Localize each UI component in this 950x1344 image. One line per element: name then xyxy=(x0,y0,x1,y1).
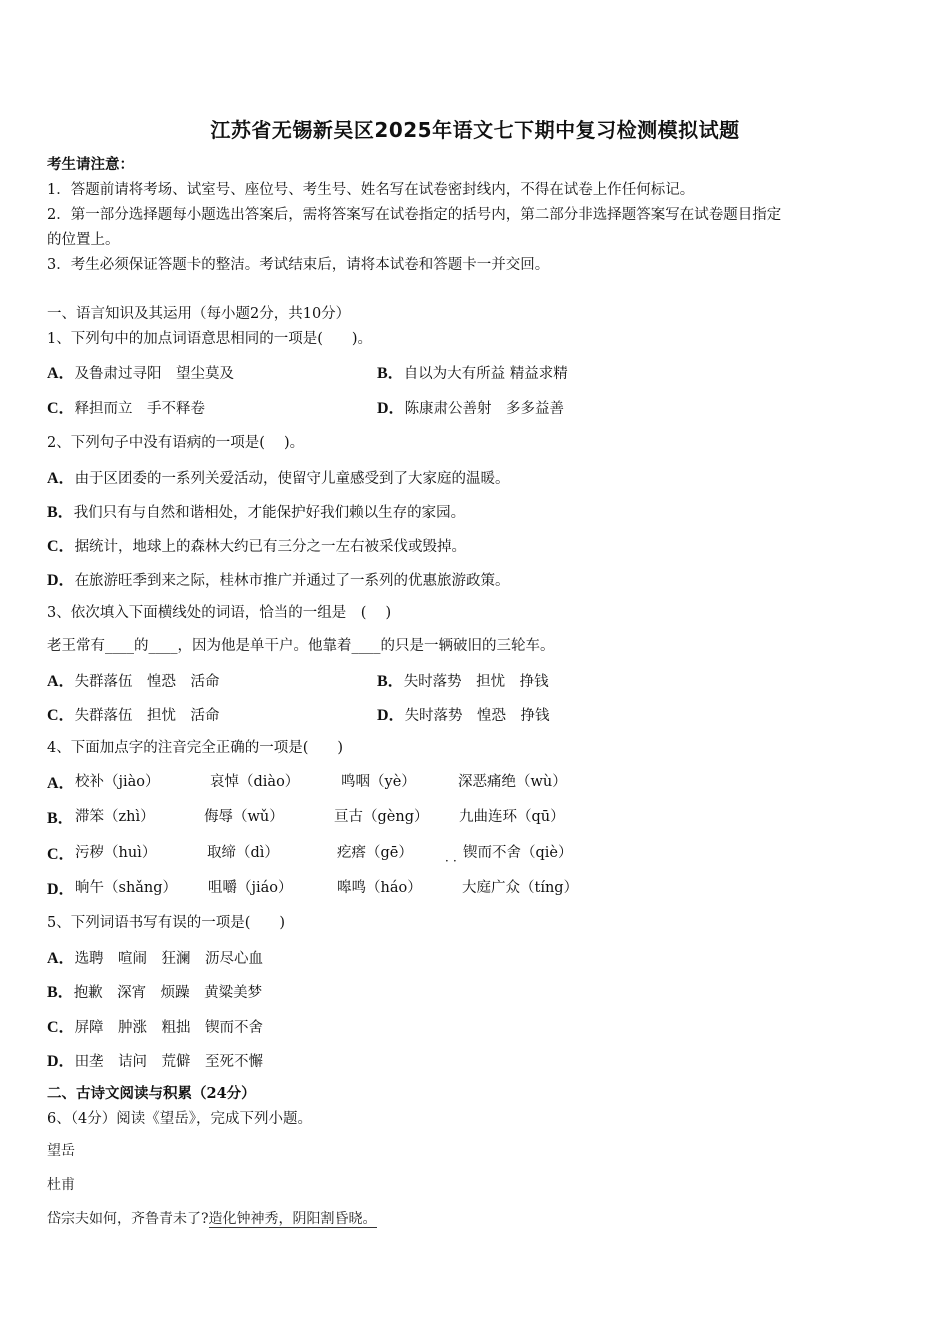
q5-option-c xyxy=(47,1014,263,1037)
q4-a-word-2: 哀悼（diào） xyxy=(210,774,300,790)
q4-b-word-4: 九曲连环（qū） xyxy=(459,809,565,825)
option-label: A． xyxy=(47,365,75,382)
poem-line-1-second-half: 造化钟神秀，阴阳割昏晓。 xyxy=(208,1211,377,1227)
q2-option-a xyxy=(47,465,510,488)
q4-a-word-4: 深恶痛绝（wù） xyxy=(458,774,567,790)
option-label: C． xyxy=(47,538,75,555)
q5-option-a xyxy=(47,945,263,968)
section-1-heading: 一、语言知识及其运用（每小题2分，共10分） xyxy=(47,306,351,322)
option-label: A． xyxy=(47,673,75,690)
section-2-heading: 二、古诗文阅读与积累（24分） xyxy=(47,1085,256,1102)
q3-option-b xyxy=(377,668,549,691)
q4-d-word-4: 大庭广众（tíng） xyxy=(462,880,579,896)
q3-option-d xyxy=(377,702,550,725)
poem-line-1-first-half: 岱宗夫如何，齐鲁青未了? xyxy=(47,1211,209,1227)
q4-b-word-2: 侮辱（wǔ） xyxy=(204,809,284,825)
poem-title: 望岳 xyxy=(47,1143,75,1159)
notice-line-2-cont: 的位置上。 xyxy=(47,232,120,248)
q4-a-word-1: 校补（jiào） xyxy=(75,774,160,790)
q4-c-word-3: 疙瘩（gē） xyxy=(337,845,413,861)
option-text: 选聘 喧闹 狂澜 沥尽心血 xyxy=(74,951,264,967)
option-label: C． xyxy=(47,400,75,417)
q4-b-word-3: 亘古（gèng） xyxy=(334,809,429,825)
q3-option-a xyxy=(47,668,220,691)
q2-option-c xyxy=(47,533,466,556)
option-text: 自以为大有所益 精益求精 xyxy=(403,366,568,382)
option-text: 释担而立 手不释卷 xyxy=(74,401,206,417)
poem-author: 杜甫 xyxy=(47,1177,75,1193)
option-label: B． xyxy=(377,673,404,690)
notice-line-3: 3．考生必须保证答题卡的整洁。考试结束后，请将本试卷和答题卡一并交回。 xyxy=(47,257,550,273)
q1-option-b xyxy=(377,360,568,383)
option-label: D． xyxy=(377,707,405,724)
option-text: 抱歉 深宵 烦躁 黄粱美梦 xyxy=(73,985,263,1001)
q5-stem: 5、下列词语书写有误的一项是( ) xyxy=(47,915,286,931)
q4-d-word-2: 咀嚼（jiáo） xyxy=(208,880,293,896)
q4-c-word-4: 锲而不舍（qiè） xyxy=(463,845,573,861)
notice-line-2: 2．第一部分选择题每小题选出答案后，需将答案写在试卷指定的括号内，第二部分非选择题答案写在试卷题目指定 xyxy=(47,207,782,223)
q3-sentence: 老王常有____的____，因为他是单干户。他靠着____的只是一辆破旧的三轮车。 xyxy=(47,638,555,654)
option-label: B． xyxy=(377,365,404,382)
option-text: 田垄 诘问 荒僻 至死不懈 xyxy=(74,1054,264,1070)
q1-option-c xyxy=(47,395,205,418)
q5-option-b xyxy=(47,979,262,1002)
q4-c-word-1: 污秽（huì） xyxy=(75,845,157,861)
option-text: 在旅游旺季到来之际，桂林市推广并通过了一系列的优惠旅游政策。 xyxy=(74,573,510,589)
notice-heading: 考生请注意： xyxy=(47,156,134,173)
q4-d-word-3: 嗥鸣（háo） xyxy=(337,880,422,896)
q3-stem: 3、依次填入下面横线处的词语，恰当的一组是 ( ) xyxy=(47,605,392,621)
q1-stem: 1、下列句中的加点词语意思相同的一项是( )。 xyxy=(47,331,373,347)
q4-option-b-label: B． xyxy=(47,810,74,827)
option-text: 失群落伍 担忧 活命 xyxy=(74,708,220,724)
q4-option-c-label: C． xyxy=(47,846,75,863)
option-label: C． xyxy=(47,1019,75,1036)
option-label: A． xyxy=(47,470,75,487)
option-text: 屏障 肿涨 粗拙 锲而不舍 xyxy=(74,1020,264,1036)
page-title: 江苏省无锡新吴区2025年语文七下期中复习检测模拟试题 xyxy=(210,118,740,142)
q4-c-word-2: 取缔（dì） xyxy=(207,845,279,861)
emphasis-dots: ．． xyxy=(445,850,468,864)
q4-option-a-label: A． xyxy=(47,775,75,792)
option-text: 据统计，地球上的森林大约已有三分之一左右被采伐或毁掉。 xyxy=(74,539,467,555)
option-text: 陈康肃公善射 多多益善 xyxy=(404,401,565,417)
option-label: D． xyxy=(377,400,405,417)
option-text: 失时落势 惶恐 挣钱 xyxy=(404,708,550,724)
q4-b-word-1: 滞笨（zhì） xyxy=(75,809,155,825)
notice-line-1: 1．答题前请将考场、试室号、座位号、考生号、姓名写在试卷密封线内，不得在试卷上作任何标记。 xyxy=(47,182,695,198)
q4-a-word-3: 鸣咽（yè） xyxy=(341,774,416,790)
option-label: C． xyxy=(47,707,75,724)
option-text: 由于区团委的一系列关爱活动，使留守儿童感受到了大家庭的温暖。 xyxy=(74,471,510,487)
q2-option-d xyxy=(47,567,510,590)
option-text: 及鲁肃过寻阳 望尘莫及 xyxy=(74,366,235,382)
option-text: 我们只有与自然和谐相处，才能保护好我们赖以生存的家园。 xyxy=(73,505,466,521)
q4-option-d-label: D． xyxy=(47,881,75,898)
option-label: D． xyxy=(47,1053,75,1070)
option-text: 失时落势 担忧 挣钱 xyxy=(403,674,549,690)
q3-option-c xyxy=(47,702,220,725)
poem-line-1 xyxy=(47,1208,377,1228)
option-label: B． xyxy=(47,504,74,521)
q2-stem: 2、下列句子中没有语病的一项是( )。 xyxy=(47,435,305,451)
q1-option-a xyxy=(47,360,234,383)
q2-option-b xyxy=(47,499,465,522)
q4-stem: 4、下面加点字的注音完全正确的一项是( ) xyxy=(47,740,344,756)
q5-option-d xyxy=(47,1048,263,1071)
option-label: B． xyxy=(47,984,74,1001)
q4-d-word-1: 晌午（shǎng） xyxy=(75,880,178,896)
q6-stem: 6、（4分）阅读《望岳》，完成下列小题。 xyxy=(47,1111,312,1127)
option-label: A． xyxy=(47,950,75,967)
q1-option-d xyxy=(377,395,564,418)
option-text: 失群落伍 惶恐 活命 xyxy=(74,674,220,690)
option-label: D． xyxy=(47,572,75,589)
